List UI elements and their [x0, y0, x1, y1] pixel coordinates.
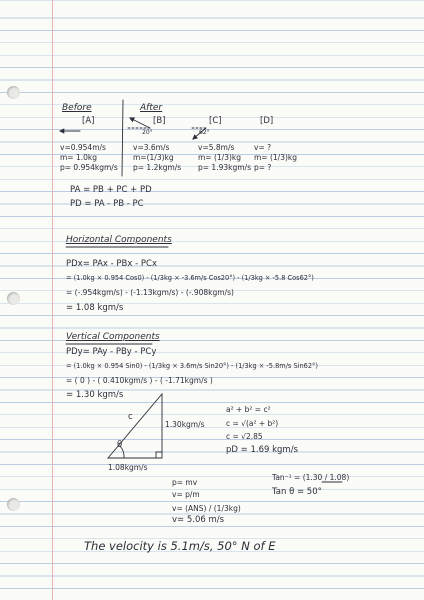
before-heading: Before — [62, 103, 92, 113]
right-triangle — [108, 394, 162, 458]
vertical-line-2: = (1.0kg × 0.954 Sin0) - (1/3kg × 3.6m/s Sin20°) - (1/3kg × -5.8m/s Sin62°) — [66, 362, 318, 370]
pythag-line-2: c = √(a² + b²) — [226, 419, 279, 428]
angle-b-label: 20° — [142, 129, 153, 136]
velocity-result: v= 5.06 m/s — [172, 515, 225, 525]
theta-arc — [120, 446, 124, 458]
a-momentum: p= 0.954kgm/s — [60, 163, 118, 172]
momentum-equation-1: PA = PB + PC + PD — [70, 185, 152, 195]
velocity-line-3: v= (ANS) / (1/3kg) — [172, 504, 241, 513]
right-angle-mark — [156, 452, 162, 458]
box-a: [A] — [82, 116, 95, 126]
pythag-line-1: a² + b² = c² — [226, 405, 271, 414]
b-momentum: p= 1.2kgm/s — [133, 163, 182, 172]
velocity-line-2: v= p/m — [172, 490, 200, 499]
box-d: [D] — [260, 116, 274, 126]
angle-line-1: Tan⁻¹ = (1.30 / 1.08) — [272, 473, 350, 482]
box-c: [C] — [209, 116, 222, 126]
momentum-equation-2: PD = PA - PB - PC — [70, 199, 144, 209]
b-velocity: v=3.6m/s — [133, 143, 170, 152]
conclusion-text: The velocity is 5.1m/s, 50° N of E — [84, 539, 276, 553]
d-mass: m= (1/3)kg — [254, 153, 298, 162]
c-mass: m= (1/3)kg — [198, 153, 242, 162]
d-momentum: p= ? — [254, 163, 272, 172]
velocity-line-1: p= mv — [172, 478, 198, 487]
vertical-line-1: PDy= PAy - PBy - PCy — [66, 347, 157, 357]
triangle-vertical-side: 1.30kgm/s — [165, 420, 205, 429]
horizontal-result: = 1.08 kgm/s — [66, 303, 124, 313]
vertical-result: = 1.30 kgm/s — [66, 390, 124, 400]
before-after-divider — [122, 100, 123, 176]
a-velocity: v=0.954m/s — [60, 143, 106, 152]
horizontal-line-3: = (-.954kgm/s) - (-1.13kgm/s) - (-.908kgm/s) — [66, 288, 234, 297]
vertical-line-3: = ( 0 ) - ( 0.410kgm/s ) - ( -1.71kgm/s ) — [66, 376, 213, 385]
horizontal-line-2: = (1.0kg × 0.954 Cos0) - (1/3kg × -3.6m/s Cos20°) - (1/3kg × -5.8 Cos62°) — [66, 274, 314, 282]
angle-result: Tan θ = 50° — [272, 487, 322, 497]
pythag-result: pD = 1.69 kgm/s — [226, 445, 298, 455]
after-heading: After — [140, 103, 163, 113]
arrow-c-icon — [193, 128, 206, 139]
triangle-horizontal-side: 1.08kgm/s — [108, 463, 148, 472]
horizontal-heading: Horizontal Components — [66, 235, 172, 245]
c-momentum: p= 1.93kgm/s — [198, 163, 251, 172]
c-velocity: v=5.8m/s — [198, 143, 235, 152]
triangle-hypotenuse-label: c — [128, 412, 133, 422]
b-mass: m=(1/3)kg — [133, 153, 174, 162]
box-b: [B] — [153, 116, 166, 126]
horizontal-line-1: PDx= PAx - PBx - PCx — [66, 259, 157, 269]
a-mass: m= 1.0kg — [60, 153, 98, 162]
d-velocity: v= ? — [254, 143, 272, 152]
angle-c-label: 62° — [199, 129, 210, 136]
vertical-heading: Vertical Components — [66, 332, 160, 342]
triangle-angle-label: θ — [117, 440, 123, 450]
pythag-line-3: c = √2.85 — [226, 432, 263, 441]
arrow-b-icon — [130, 118, 150, 128]
